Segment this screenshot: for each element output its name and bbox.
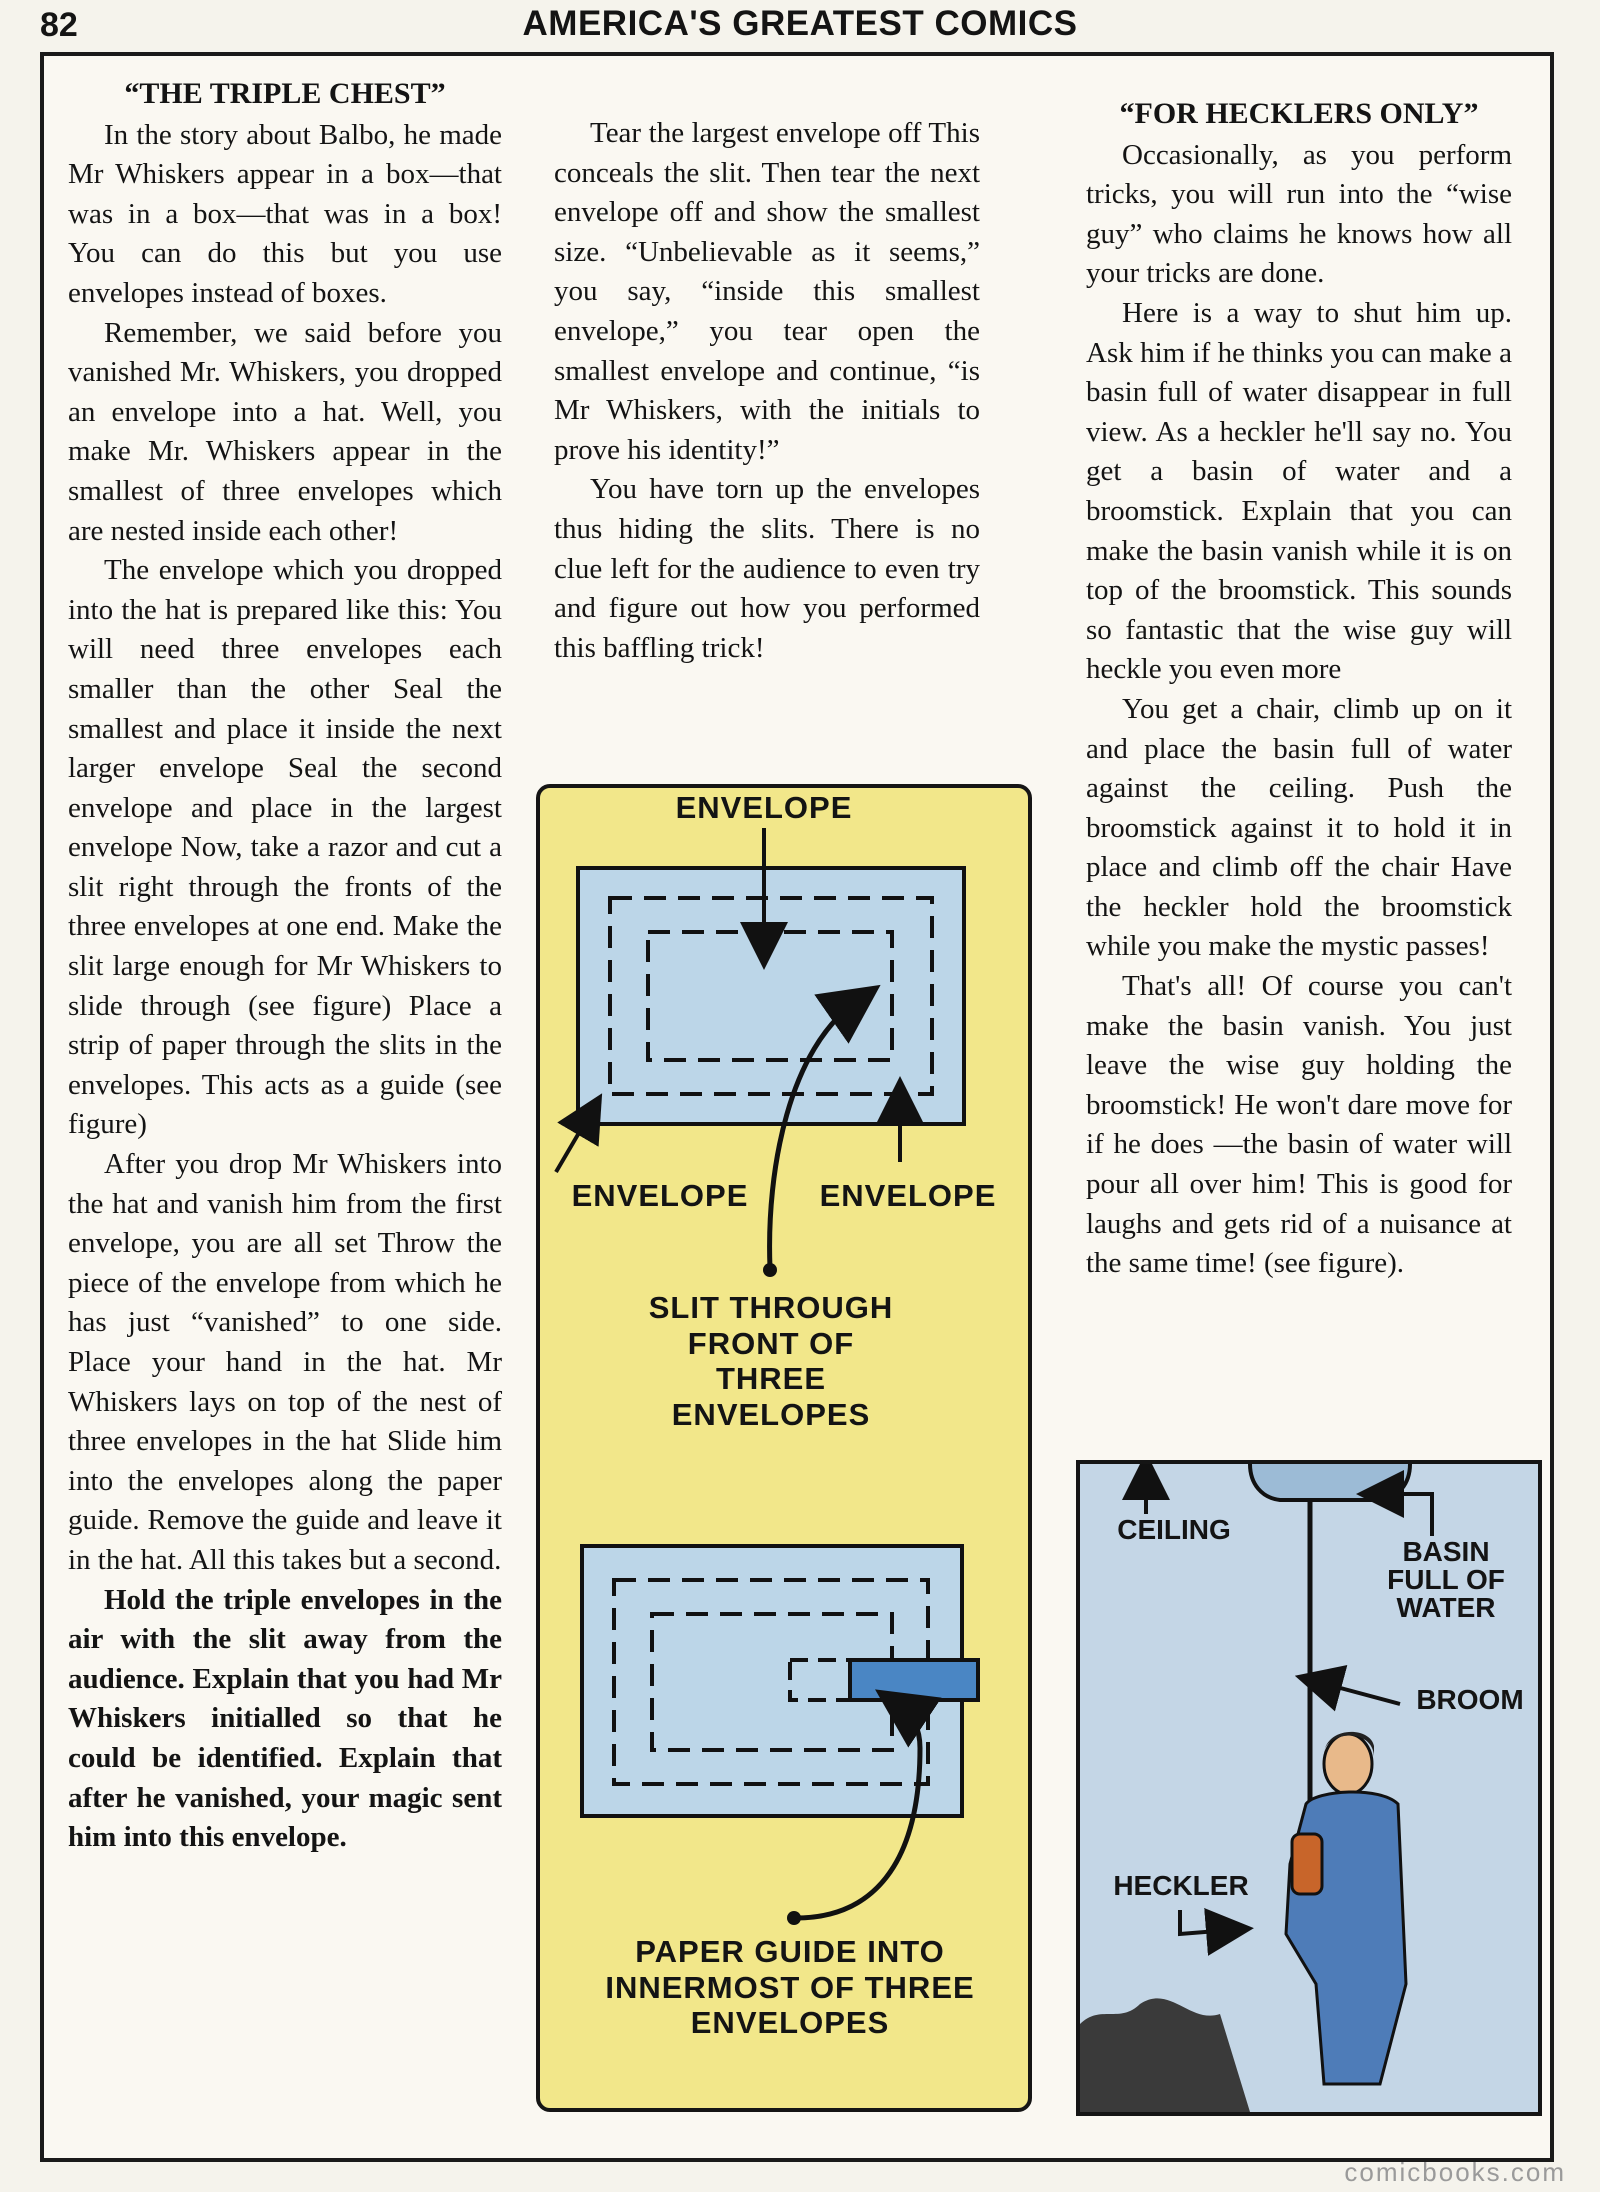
heckler-head [1324,1734,1372,1794]
running-title: AMERICA'S GREATEST COMICS [522,4,1078,43]
paragraph: You get a chair, climb up on it and place the basin full of water against the ceiling. Push the broomstick against it to hold it in place and climb off the chair Have the heckler hold the broomstick while you make the mystic passes! [1086,692,1512,963]
label-ceiling: CEILING [1117,1514,1231,1545]
label-paper-guide: PAPER GUIDE INTO INNERMOST OF THREE ENVELOPES [605,1934,975,2041]
watermark: comicbooks.com [1344,2157,1566,2187]
paper-guide-strip [850,1660,978,1700]
heading-triple-chest: “THE TRIPLE CHEST” [124,77,446,110]
paragraph: After you drop Mr Whiskers into the hat and vanish him from the first envelope, you are all set Throw the piece of the envelope from which he has just “vanished” to one side. Place your hand in the hat. Mr Whiskers lays on top of the nest of three envelopes in the hat Slide him into the envelopes along the paper guide. Remove the guide and leave it in the hat. All this takes but a second. [68,1148,502,1576]
page-number: 82 [40,6,78,44]
paragraph: Tear the largest envelope off This conceals the slit. Then tear the next envelope off and show the smallest size. “Unbelievable as it seems,” you say, “inside this smallest envelope,” you tear open the smallest envelope and continue, “is Mr Whiskers, with the initials to prove his identity!” [554,117,980,466]
label-envelope-right: ENVELOPE [819,1178,997,1213]
paragraph: That's all! Of course you can't make the basin vanish. You just leave the wise guy holding the broomstick! He won't dare move for if he does —the basin of water will pour all over him! This is good for laughs and gets rid of a nuisance at the same time! (see figure). [1086,970,1512,1280]
paragraph: In the story about Balbo, he made Mr Whiskers appear in a box—that was in a box—that was in a box! You can do this but you use envelopes instead of boxes. [68,118,502,309]
label-basin: BASIN FULL OF WATER [1387,1536,1505,1623]
label-slit: SLIT THROUGH FRONT OF THREE ENVELOPES [648,1290,894,1432]
paragraph: Hold the triple envelopes in the air with the slit away from the audience. Explain that you had Mr Whiskers initialled so that he could be identified. Explain that after he vanished, your magic sent him into this envelope. [68,1583,502,1854]
paragraph: Occasionally, as you perform tricks, you will run into the “wise guy” who claims he knows how all your tricks are done. [1086,138,1512,290]
paragraph: The envelope which you dropped into the hat is prepared like this: You will need three envelopes each smaller than the other Seal the smallest and place it inside the next larger envelope Seal the second envelope and place in the largest envelope Now, take a razor and cut a slit right through the fronts of the three envelopes at one end. Make the slit large enough for Mr Whiskers to slide through (see figure) Place a strip of paper through the slits in the envelopes. This acts as a guide (see figure) [68,554,502,1141]
heading-hecklers-only: “FOR HECKLERS ONLY” [1119,97,1479,130]
envelope-diagram-illustration [540,788,1028,2108]
envelope-diagram-panel [536,784,1032,2112]
paragraph: Remember, we said before you vanished Mr. Whiskers, you dropped an envelope into a hat. Well, you make Mr. Whiskers appear in the smallest of three envelopes which are nested inside each other! [68,316,502,547]
paragraph: Here is a way to shut him up. Ask him if he thinks you can make a basin full of water disappear in full view. As a heckler he'll say no. You get a basin of water and a broomstick. Explain that you can make the basin vanish while it is on top of the broomstick. This sounds so fantastic that the wise guy will heckle you even more [1086,296,1512,686]
label-broom: BROOM [1416,1684,1524,1715]
outer-envelope-shape [578,868,964,1124]
heckler-figure-panel [1076,1460,1542,2116]
label-envelope-left: ENVELOPE [571,1178,749,1213]
column-triple-chest [68,74,502,1858]
column-hecklers-only [1086,94,1512,1284]
floor-shadow [1080,1998,1250,2112]
column-middle [554,114,980,668]
label-heckler: HECKLER [1113,1870,1249,1901]
paragraph: You have torn up the envelopes thus hiding the slits. There is no clue left for the audience to even try and figure out how you performed this baffling trick! [554,473,980,664]
label-envelope-top: ENVELOPE [675,790,853,825]
